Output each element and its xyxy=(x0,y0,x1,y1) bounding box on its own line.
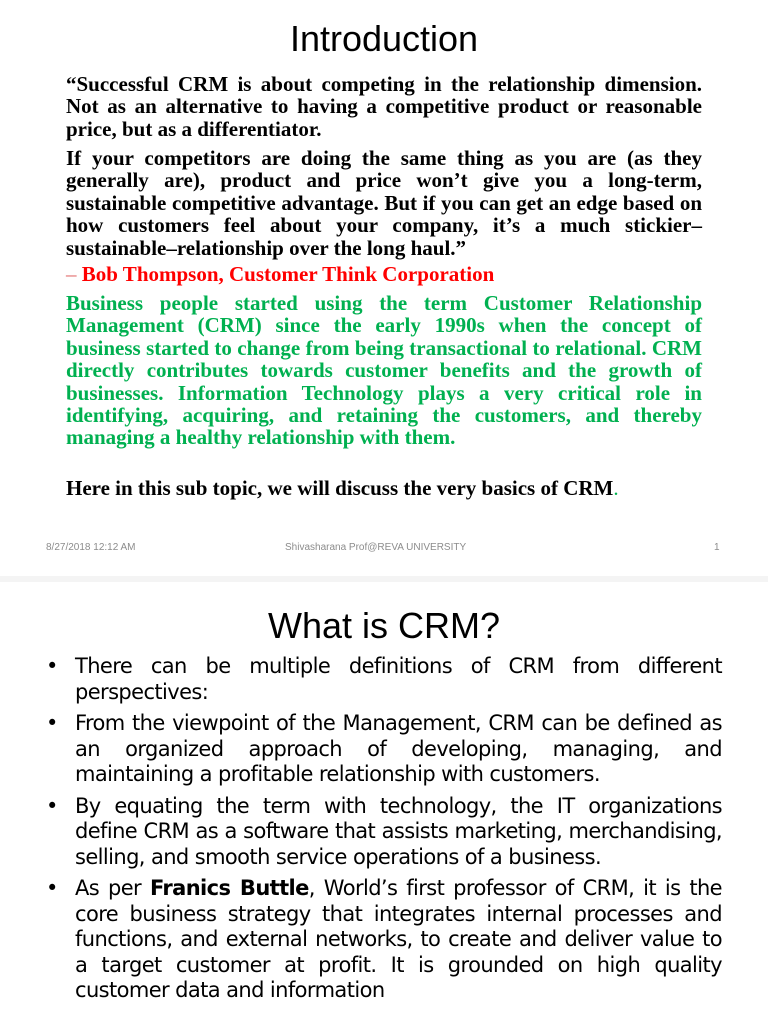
bullet-mark: • xyxy=(46,711,58,735)
definition-list xyxy=(46,654,722,1010)
footer-date: 8/27/2018 12:12 AM xyxy=(46,542,136,553)
bullet-text: From the viewpoint of the Management, CRM can be defined as an organized approach of developing, managing, and maintaining a profitable relationship with customers. xyxy=(75,711,722,786)
footer-author: Shivasharana Prof@REVA UNIVERSITY xyxy=(285,542,467,553)
list-item xyxy=(46,654,722,705)
list-item xyxy=(46,794,722,871)
closing-sentence xyxy=(66,477,716,499)
bullet-mark: • xyxy=(46,876,58,900)
footer-page-number: 1 xyxy=(714,542,720,553)
quote-paragraph-2: If your competitors are doing the same thing as you are (as they generally are), product and price won’t give you a long-term, sustainable competitive advantage. But if you can get an edge based on how customers feel about your company, it’s a much stickier– sustainable–relationship over the long haul.” xyxy=(66,146,702,260)
attribution-name: Bob Thompson, Customer Think Corporation xyxy=(81,262,495,286)
crm-history-paragraph: Business people started using the term Customer Relationship Management (CRM) since the early 1990s when the concept of business started to change from being transactional to relational. CRM directly contributes towards customer benefits and the growth of businesses. Information Technology plays a very critical role in identifying, acquiring, and retaining the customers, and thereby managing a healthy relationship with them. xyxy=(66,291,702,450)
bullet-mark: • xyxy=(46,654,58,678)
bullet-prefix: As per xyxy=(75,876,150,900)
attribution-dash: – xyxy=(66,262,77,286)
slide-title: Introduction xyxy=(289,18,479,59)
bullet-text: There can be multiple definitions of CRM from different perspectives: xyxy=(75,654,722,704)
closing-text: Here in this sub topic, we will discuss the very basics of CRM xyxy=(66,476,614,500)
slide-what-is-crm xyxy=(0,582,768,1024)
closing-period: . xyxy=(613,476,619,500)
bullet-bold-name: Franics Buttle xyxy=(149,876,309,900)
slide-title: What is CRM? xyxy=(267,605,501,646)
bullet-mark: • xyxy=(46,793,58,818)
quote-paragraph-1: “Successful CRM is about competing in the relationship dimension. Not as an alternative to having a competitive product or reasonable price, but as a differentiator. xyxy=(66,72,702,141)
list-item xyxy=(46,876,722,1004)
bullet-text: By equating the term with technology, the IT organizations define CRM as a software that assists marketing, merchandising, selling, and smooth service operations of a business. xyxy=(75,793,722,869)
quote-attribution xyxy=(66,263,494,285)
list-item xyxy=(46,711,722,788)
bullet-suffix: , World’s first professor of CRM, it is the core business strategy that integrates internal processes and functions, and external networks, to create and deliver value to a target customer at profit. It is grounded on high quality customer data and information xyxy=(75,876,722,1002)
